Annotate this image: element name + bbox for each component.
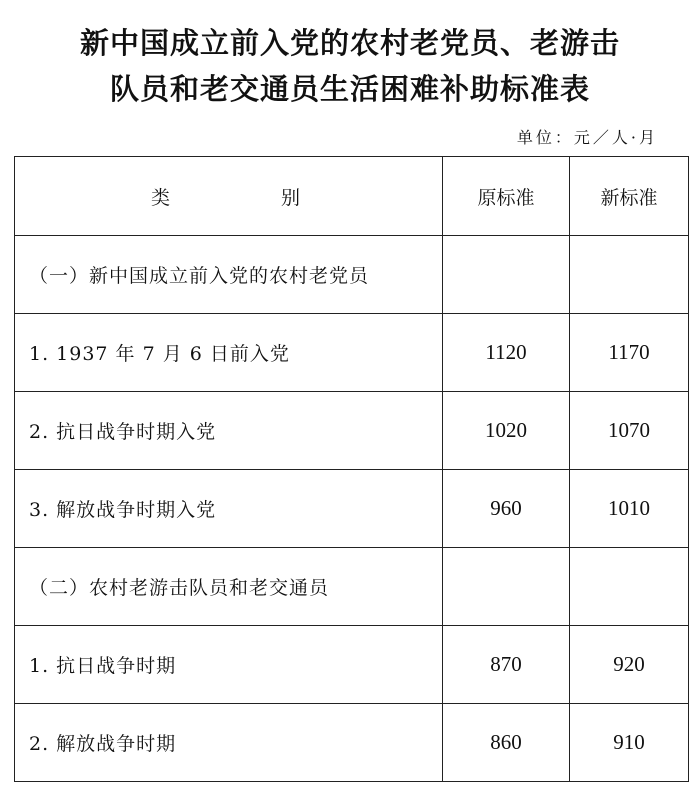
table-row: [15, 236, 689, 314]
table-row: [15, 548, 689, 626]
row-old-standard: 860: [443, 704, 570, 782]
row-category: 3. 解放战争时期入党: [15, 470, 443, 548]
header-category: 类 别: [15, 157, 443, 236]
table-row: [15, 470, 689, 548]
row-category: （一）新中国成立前入党的农村老党员: [15, 236, 443, 314]
row-old-standard: [443, 548, 570, 626]
row-old-standard: 1020: [443, 392, 570, 470]
header-new-standard: 新标准: [570, 157, 689, 236]
title-line-1: 新中国成立前入党的农村老党员、老游击: [79, 26, 620, 60]
row-old-standard: 1120: [443, 314, 570, 392]
row-category: 1. 1937 年 7 月 6 日前入党: [15, 314, 443, 392]
row-new-standard: [570, 548, 689, 626]
row-old-standard: 870: [443, 626, 570, 704]
row-category: （二）农村老游击队员和老交通员: [15, 548, 443, 626]
table-header-row: [15, 157, 689, 236]
row-old-standard: [443, 236, 570, 314]
row-new-standard: [570, 236, 689, 314]
title-line-2: 队员和老交通员生活困难补助标准表: [109, 72, 590, 106]
row-new-standard: 1010: [570, 470, 689, 548]
row-old-standard: 960: [443, 470, 570, 548]
table-row: [15, 626, 689, 704]
row-category: 2. 解放战争时期: [15, 704, 443, 782]
row-category: 1. 抗日战争时期: [15, 626, 443, 704]
unit-label: 单位：元／人·月: [516, 128, 658, 147]
document-title: [0, 20, 700, 112]
table-row: [15, 392, 689, 470]
row-new-standard: 920: [570, 626, 689, 704]
row-new-standard: 910: [570, 704, 689, 782]
table-row: [15, 704, 689, 782]
header-old-standard: 原标准: [443, 157, 570, 236]
row-new-standard: 1070: [570, 392, 689, 470]
table-row: [15, 314, 689, 392]
row-category: 2. 抗日战争时期入党: [15, 392, 443, 470]
row-new-standard: 1170: [570, 314, 689, 392]
subsidy-standard-table: [14, 156, 689, 782]
